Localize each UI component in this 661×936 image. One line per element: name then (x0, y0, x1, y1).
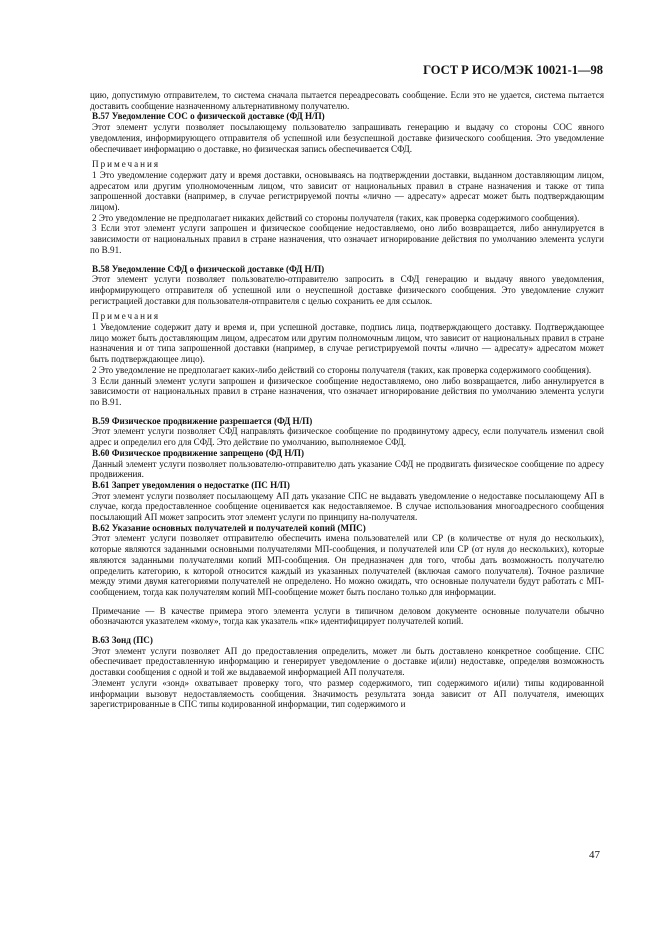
section-heading-b63: В.63 Зонд (ПС) (92, 635, 153, 646)
section-text-b62: Этот элемент услуги позволяет отправителю обеспечить имена пользователей или СР (в количестве от нуля до нескольких), которые являются заданными основными получателями МП-сообщения, и получателей или СР (от нуля до нескольких), которые являются заданными получателями копий МП-сообщения. Он предназначен для того, чтобы дать возможность получателю определить категорию, к которой относится каждый из указанных получателей (включая самого получателя). Точное различие между этими двумя категориями получателей не определено. Но можно ожидать, что основные получатели будут работать с МП-сообщением, тогда как получателям копий МП-сообщение может быть послано только для информации. (90, 533, 604, 597)
note-b58-3: 3 Если данный элемент услуги запрошен и физическое сообщение недоставляемо, оно либо возвращается, либо аннулируется в зависимости от национальных правил в стране назначения, что означает игнорирование действия по умолчанию элемента услуги по В.91. (90, 375, 604, 407)
notes-title-b57: Примечания (92, 159, 161, 170)
section-text-b59: Этот элемент услуги позволяет СФД направлять физическое сообщение по продвинутому адресу, если получатель изменил свой адрес и определил его для СФД. Это действие по умолчанию, выполняемое СФД. (90, 426, 604, 448)
section-text-b61: Этот элемент услуги позволяет посылающему АП дать указание СПС не выдавать уведомление о недоставке посылающему АП в случае, когда предоставленное сообщение оценивается как недоставляемое. В случае использования многоадресного сообщения посылающий АП может запросить этот элемент услуги по принципу на-получателя. (90, 490, 604, 523)
note-b62: Примечание — В качестве примера этого элемента услуги в типичном деловом документе основные получатели обычно обозначаются указателем «кому», тогда как указатель «пк» идентифицирует получателей копий. (90, 605, 604, 627)
section-heading-b60: В.60 Физическое продвижение запрещено (ФД Н/П) (92, 447, 305, 458)
page-number: 47 (589, 849, 600, 861)
note-b58-2: 2 Это уведомление не предполагает каких-либо действий со стороны получателя (таких, как проверка содержимого сообщения). (92, 364, 592, 375)
document-body (90, 90, 604, 710)
section-text-b58: Этот элемент услуги позволяет пользователю-отправителю запросить в СФД генерацию и выдачу явного уведомления, информирующего отправителя об успешной или о неуспешной доставке физического сообщения. Это уведомление служит регистрацией доставки для пользователя-отправителя с целью сохранить ее для ссылок. (90, 274, 604, 306)
section-text-b57: Этот элемент услуги позволяет посылающему пользователю запрашивать генерацию и выдачу со стороны СОС явного уведомления, информирующего отправителя об успешной или безуспешной доставке физического сообщения. Это уведомление обеспечивает информацию о доставке, но физическая запись обеспечивается СФД. (90, 122, 604, 154)
section-heading-b59: В.59 Физическое продвижение разрешается (ФД Н/П) (92, 415, 313, 426)
section-text-b60: Данный элемент услуги позволяет пользователю-отправителю дать указание СФД не продвигать физическое сообщение по адресу продвижения. (90, 458, 604, 480)
section-heading-b57: В.57 Уведомление СОС о физической доставке (ФД Н/П) (92, 111, 325, 122)
section-heading-b58: В.58 Уведомление СФД о физической доставке (ФД Н/П) (92, 263, 325, 274)
section-text-b63-1: Этот элемент услуги позволяет АП до предоставления определить, может ли быть доставлено конкретное сообщение. СПС обеспечивает предоставленную информацию и генерирует уведомление о доставке и(или) недоставке, определяя возможность доставки сообщения с одной и той же выдаваемой информацией АП получателя. (90, 645, 604, 678)
note-b57-2: 2 Это уведомление не предполагает никаких действий со стороны получателя (таких, как проверка содержимого сообщения). (92, 212, 580, 223)
note-b57-1: 1 Это уведомление содержит дату и время доставки, основываясь на подтверждении доставки, выданном доставляющим лицом, адресатом или другим уполномоченным лицом, что зависит от национальных правил в стране назначения и также от типа запрошенной доставки (например, в случае регистрируемой почты «лично — адресату» адресат может быть подтверждающим лицом). (90, 169, 604, 213)
notes-title-b58: Примечания (92, 311, 161, 322)
page-header-title: ГОСТ Р ИСО/МЭК 10021-1—98 (423, 63, 603, 77)
section-text-b63-2: Элемент услуги «зонд» охватывает проверку того, что размер содержимого, тип содержимого и(или) типы кодированной информации вызовут недоставляемость сообщения. Значимость результата зонда зависит от АП получателя, имеющих зарегистрированные в СПС типы кодированной информации, тип содержимого и (90, 677, 604, 710)
section-heading-b61: В.61 Запрет уведомления о недостатке (ПС Н/П) (92, 479, 290, 490)
intro-paragraph: цию, допустимую отправителем, то система сначала пытается переадресовать сообщение. Если это не удается, система пытается доставить сообщение назначенному альтернативному получателю. (90, 90, 604, 111)
note-b58-1: 1 Уведомление содержит дату и время и, при успешной доставке, подпись лица, подтверждающего доставку. Подтверждающее лицо может быть доставляющим лицом, адресатом или другим полномочным лицом, что зависит от национальных правил в стране назначения и от типа запрошенной доставки (например, в случае регистрируемой почты «лично — адресату» адресатом может быть подтверждающее лицо). (90, 322, 604, 365)
section-heading-b62: В.62 Указание основных получателей и получателей копий (МПС) (92, 522, 366, 533)
note-b57-3: 3 Если этот элемент услуги запрошен и физическое сообщение недоставляемо, оно либо возвращается, либо аннулируется в зависимости от национальных правил в стране назначения, что означает игнорирование действия по умолчанию элемента услуги по В.91. (90, 223, 604, 255)
